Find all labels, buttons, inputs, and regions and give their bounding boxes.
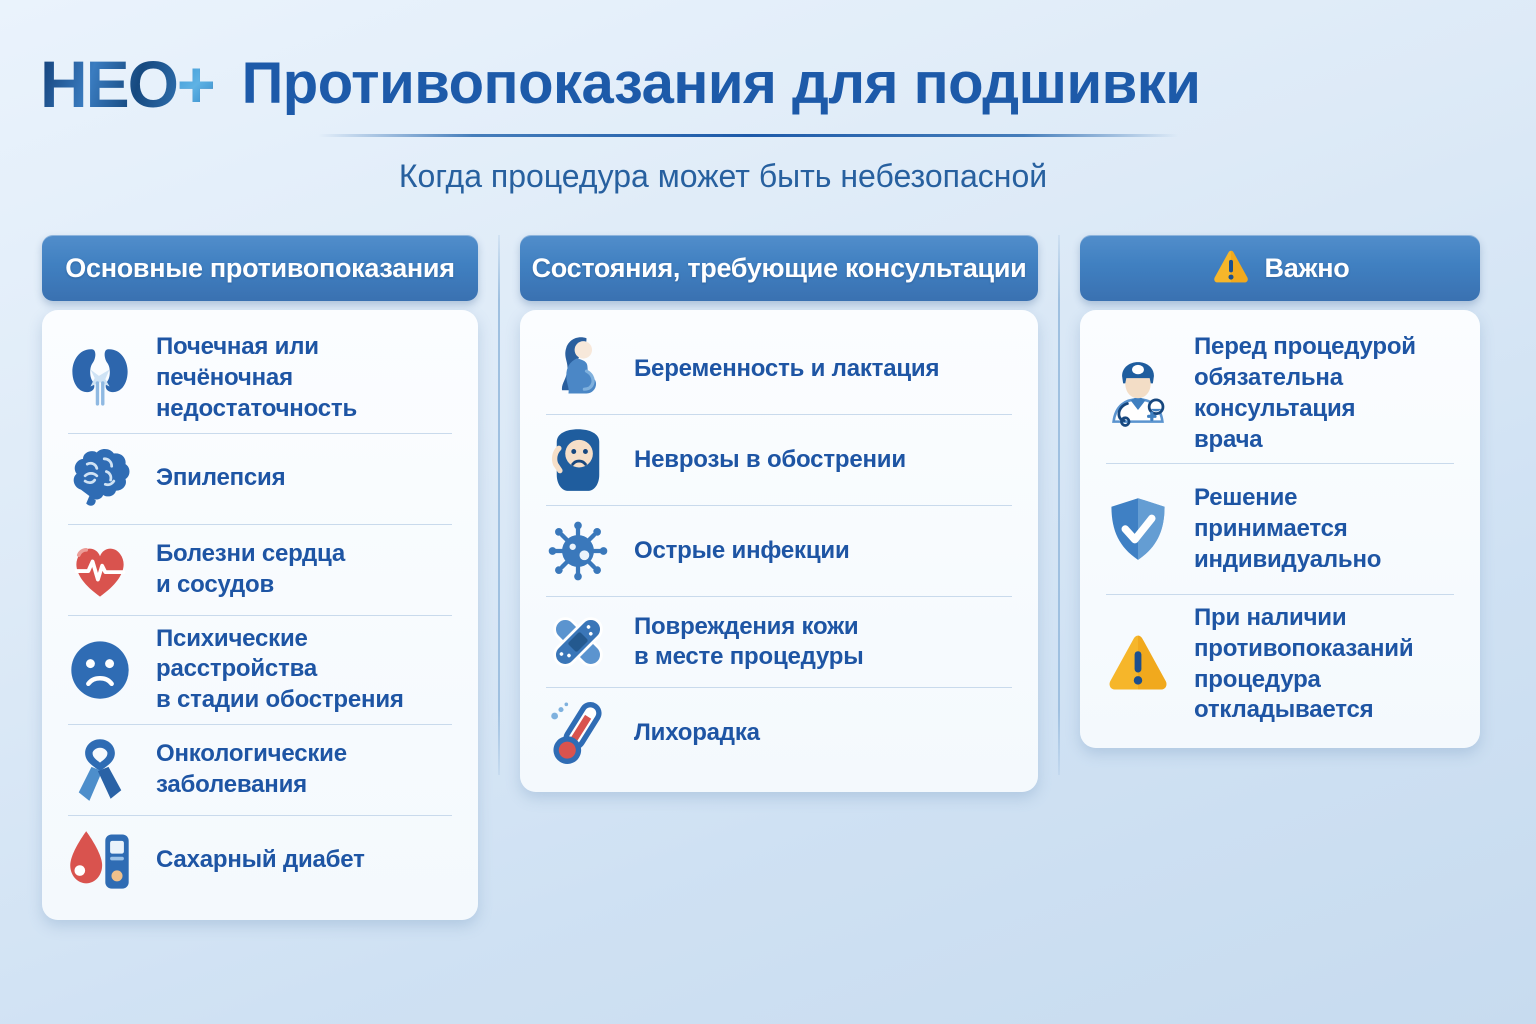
doctor-icon	[1104, 360, 1172, 428]
warning-triangle-icon	[1211, 248, 1251, 288]
item-label: Перед процедурой обязательна консультация врача	[1194, 333, 1416, 453]
page-title: Противопоказания для подшивки	[241, 50, 1201, 116]
blood-glucose-icon	[66, 827, 134, 895]
shield-check-icon	[1104, 495, 1172, 563]
list-item	[1104, 595, 1456, 734]
kidneys-icon	[66, 344, 134, 412]
list-item	[544, 324, 1014, 414]
list-item	[544, 597, 1014, 687]
column-main-contraindications	[42, 235, 478, 919]
column-header-important	[1080, 235, 1480, 301]
column-card-main-contraindications	[42, 310, 478, 919]
warning-triangle-icon	[1104, 631, 1172, 699]
column-consultation-conditions	[520, 235, 1038, 792]
list-item	[66, 816, 454, 906]
heart-pulse-icon	[66, 536, 134, 604]
logo-plus-icon: +	[177, 47, 216, 121]
item-label: Почечная или печёночная недостаточность	[156, 333, 358, 422]
column-divider	[498, 235, 500, 775]
logo-text: НЕО	[40, 47, 178, 121]
list-item	[66, 616, 454, 724]
item-label: Эпилепсия	[156, 464, 286, 492]
title-divider	[318, 134, 1178, 137]
list-item	[66, 434, 454, 524]
virus-icon	[544, 517, 612, 585]
sad-face-icon	[66, 636, 134, 704]
column-card-important	[1080, 310, 1480, 748]
page-header	[40, 46, 1536, 122]
brain-icon	[66, 445, 134, 513]
thermometer-icon	[544, 699, 612, 767]
item-label: Лихорадка	[634, 719, 760, 747]
column-important	[1080, 235, 1480, 748]
item-label: Повреждения кожи в месте процедуры	[634, 612, 864, 671]
item-label: Сахарный диабет	[156, 846, 365, 874]
pregnant-woman-icon	[544, 335, 612, 403]
column-header-consultation-conditions	[520, 235, 1038, 301]
columns-row	[42, 235, 1536, 919]
list-item	[544, 506, 1014, 596]
list-item	[66, 525, 454, 615]
item-label: Болезни сердца и сосудов	[156, 539, 346, 598]
column-title: Важно	[1264, 252, 1350, 283]
item-label: Онкологические заболевания	[156, 739, 347, 798]
column-title: Основные противопоказания	[65, 252, 455, 283]
item-label: Беременность и лактация	[634, 355, 940, 383]
list-item	[66, 324, 454, 432]
item-label: Неврозы в обострении	[634, 446, 906, 474]
awareness-ribbon-icon	[66, 736, 134, 804]
bandage-icon	[544, 608, 612, 676]
item-label: Решение принимается индивидуально	[1194, 484, 1382, 573]
item-label: Психические расстройства в стадии обострения	[156, 624, 404, 713]
list-item	[544, 415, 1014, 505]
neo-plus-logo	[40, 47, 216, 121]
column-title: Состояния, требующие консультации	[531, 252, 1027, 283]
list-item	[1104, 324, 1456, 463]
column-card-consultation-conditions	[520, 310, 1038, 792]
list-item	[544, 688, 1014, 778]
column-header-main-contraindications	[42, 235, 478, 301]
column-divider	[1058, 235, 1060, 775]
neurosis-icon	[544, 426, 612, 494]
list-item	[1104, 464, 1456, 594]
page-subtitle: Когда процедура может быть небезопасной	[398, 158, 1048, 194]
item-label: При наличии противопоказаний процедура откладывается	[1194, 604, 1414, 724]
item-label: Острые инфекции	[634, 537, 850, 565]
list-item	[66, 725, 454, 815]
